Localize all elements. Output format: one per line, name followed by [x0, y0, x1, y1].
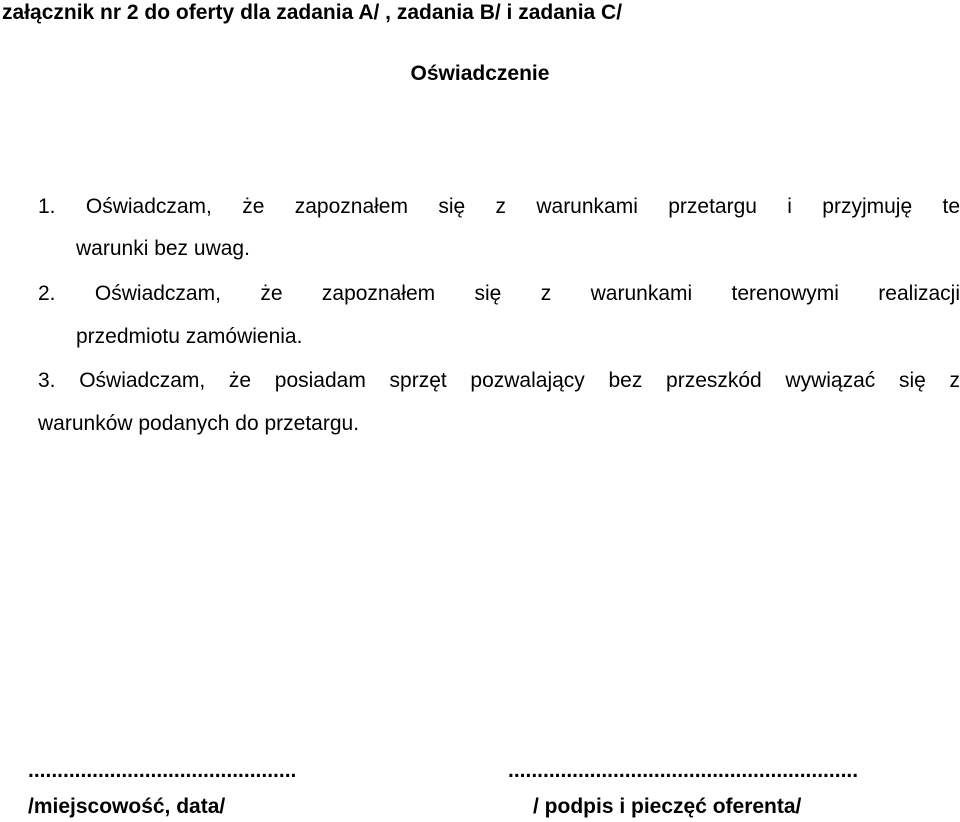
signature-label: / podpis i pieczęć oferenta/: [533, 795, 802, 818]
signature-dotted-line: ............................................................: [508, 759, 859, 782]
statement-3-line-2: warunków podanych do przetargu.: [38, 412, 360, 435]
place-date-dotted-line: ..............................................: [28, 759, 297, 782]
place-date-label: /miejscowość, data/: [28, 795, 226, 818]
statement-3-line-1: 3. Oświadczam, że posiadam sprzęt pozwalający bez przeszkód wywiązać się z: [38, 369, 960, 392]
statement-2-line-2: przedmiotu zamówienia.: [76, 325, 303, 348]
header-note: załącznik nr 2 do oferty dla zadania A/ , zadania B/ i zadania C/: [2, 1, 623, 24]
statement-2-line-1: 2. Oświadczam, że zapoznałem się z warunkami terenowymi realizacji: [38, 282, 960, 305]
statement-1-line-1: 1. Oświadczam, że zapoznałem się z warunkami przetargu i przyjmuję te: [38, 195, 960, 218]
document-title: Oświadczenie: [410, 62, 550, 85]
statement-1-line-2: warunki bez uwag.: [76, 237, 250, 260]
